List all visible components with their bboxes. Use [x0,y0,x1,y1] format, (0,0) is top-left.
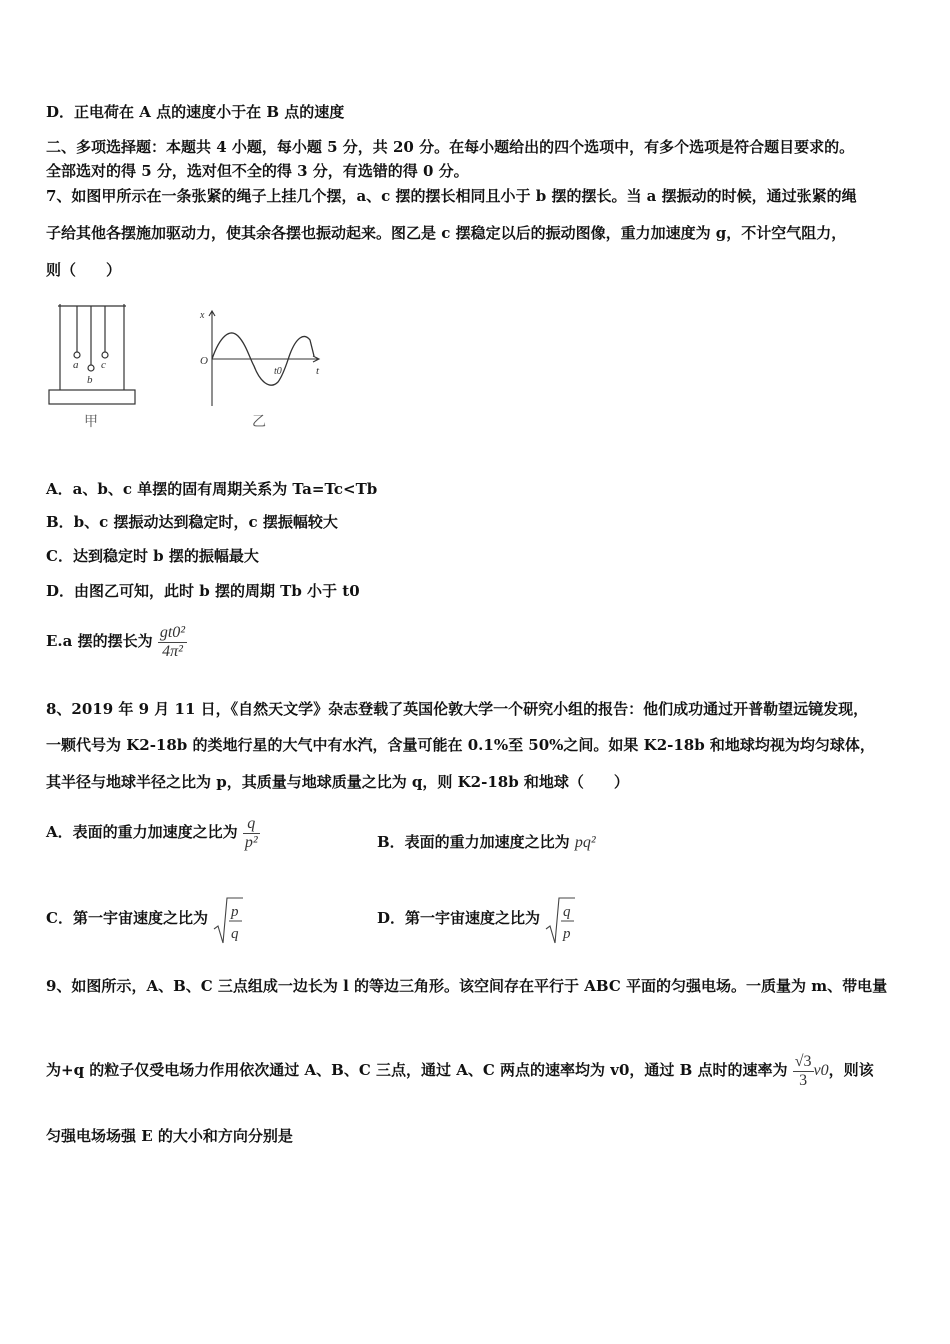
q8-stem-line1: 8、2019 年 9 月 11 日，《自然天文学》杂志登载了英国伦敦大学一个研究小组的报告：他们成功通过开普勒望远镜发现， [46,700,869,718]
figure-label-a: a [73,359,79,371]
q8-option-c-label: C．第一宇宙速度之比为 [46,909,208,927]
q9-stem-line1: 9、如图所示，A、B、C 三点组成一边长为 l 的等边三角形。该空间存在平行于 ABC 平面的匀强电场。一质量为 m、带电量 [46,977,888,995]
q7-option-e [46,620,187,662]
fraction-numerator: √3 [794,1052,812,1070]
graph-y-label: x [200,310,205,321]
q7-option-e-label: E.a 摆的摆长为 [46,632,153,650]
q8-option-a [46,810,260,854]
sqrt-denominator: q [231,925,239,942]
fraction-numerator: gt0² [159,623,186,641]
q6-option-d: D．正电荷在 A 点的速度小于在 B 点的速度 [46,103,345,121]
q7-option-e-fraction [158,624,187,661]
q7-option-d: D．由图乙可知，此时 b 摆的周期 Tb 小于 t0 [46,582,360,600]
graph-t0-label: t0 [274,366,282,377]
q9-stem-line2-end: ，则该 [828,1061,874,1079]
q7-option-c: C．达到稳定时 b 摆的振幅最大 [46,547,259,565]
q7-option-a: A．a、b、c 单摆的固有周期关系为 Ta=Tc<Tb [46,480,378,498]
q7-option-b: B．b、c 摆振动达到稳定时，c 摆振幅较大 [46,513,338,531]
q7-stem-line1: 7、如图甲所示在一条张紧的绳子上挂几个摆，a、c 摆的摆长相同且小于 b 摆的摆长。当 a 摆振动的时候，通过张紧的绳 [46,187,857,205]
section2-heading-line1: 二、多项选择题：本题共 4 小题，每小题 5 分，共 20 分。在每小题给出的四个选项中，有多个选项是符合题目要求的。 [46,138,855,156]
figure-caption-jia: 甲 [84,415,98,430]
section2-heading-line2: 全部选对的得 5 分，选对但不全的得 3 分，有选错的得 0 分。 [46,162,469,180]
q8-option-a-fraction [243,815,260,852]
q9-speed-fraction [793,1053,814,1090]
figure-label-c: c [101,359,106,371]
q8-stem-line2: 一颗代号为 K2-18b 的类地行星的大气中有水汽，含量可能在 0.1%至 50%之间。如果 K2-18b 和地球均视为均匀球体， [46,736,875,754]
q8-option-a-label: A．表面的重力加速度之比为 [46,823,238,841]
graph-t-label: t [316,365,320,377]
q9-stem-line2 [46,1040,874,1101]
figure-caption-yi: 乙 [252,415,266,430]
q8-option-b [377,820,596,865]
sqrt-denominator: p [563,925,571,942]
figure-vibration-graph [196,306,332,434]
sqrt-numerator: q [563,903,571,920]
q8-stem-line3: 其半径与地球半径之比为 p，其质量与地球质量之比为 q，则 K2-18b 和地球（ ） [46,773,629,791]
q8-option-c [46,892,243,945]
fraction-denominator: p² [244,833,258,851]
q7-stem-line3: 则（ ） [46,261,122,279]
q8-option-d-sqrt [545,893,575,945]
q7-stem-line2: 子给其他各摆施加驱动力，使其余各摆也振动起来。图乙是 c 摆稳定以后的振动图像，重力加速度为 g，不计空气阻力， [46,224,847,242]
q9-stem-line2-text: 为+q 的粒子仅受电场力作用依次通过 A、B、C 三点，通过 A、C 两点的速率均为 v0，通过 B 点时的速率为 [46,1061,788,1079]
fraction-numerator: q [247,814,256,832]
q9-speed-variable: v0 [813,1062,829,1079]
fraction-denominator: 3 [793,1071,814,1090]
graph-origin-label: O [200,355,208,367]
figure-label-b: b [87,374,93,386]
figure-pendulums [44,298,140,436]
fraction-denominator: 4π² [158,642,187,661]
q9-stem-line3: 匀强电场场强 E 的大小和方向分别是 [46,1127,293,1145]
q8-option-b-label: B．表面的重力加速度之比为 [377,833,570,851]
sqrt-numerator: p [231,903,239,920]
q8-option-d [377,892,575,945]
q8-option-d-label: D．第一宇宙速度之比为 [377,909,541,927]
q8-option-c-sqrt [213,893,243,945]
q8-option-b-expr: pq² [574,834,596,851]
